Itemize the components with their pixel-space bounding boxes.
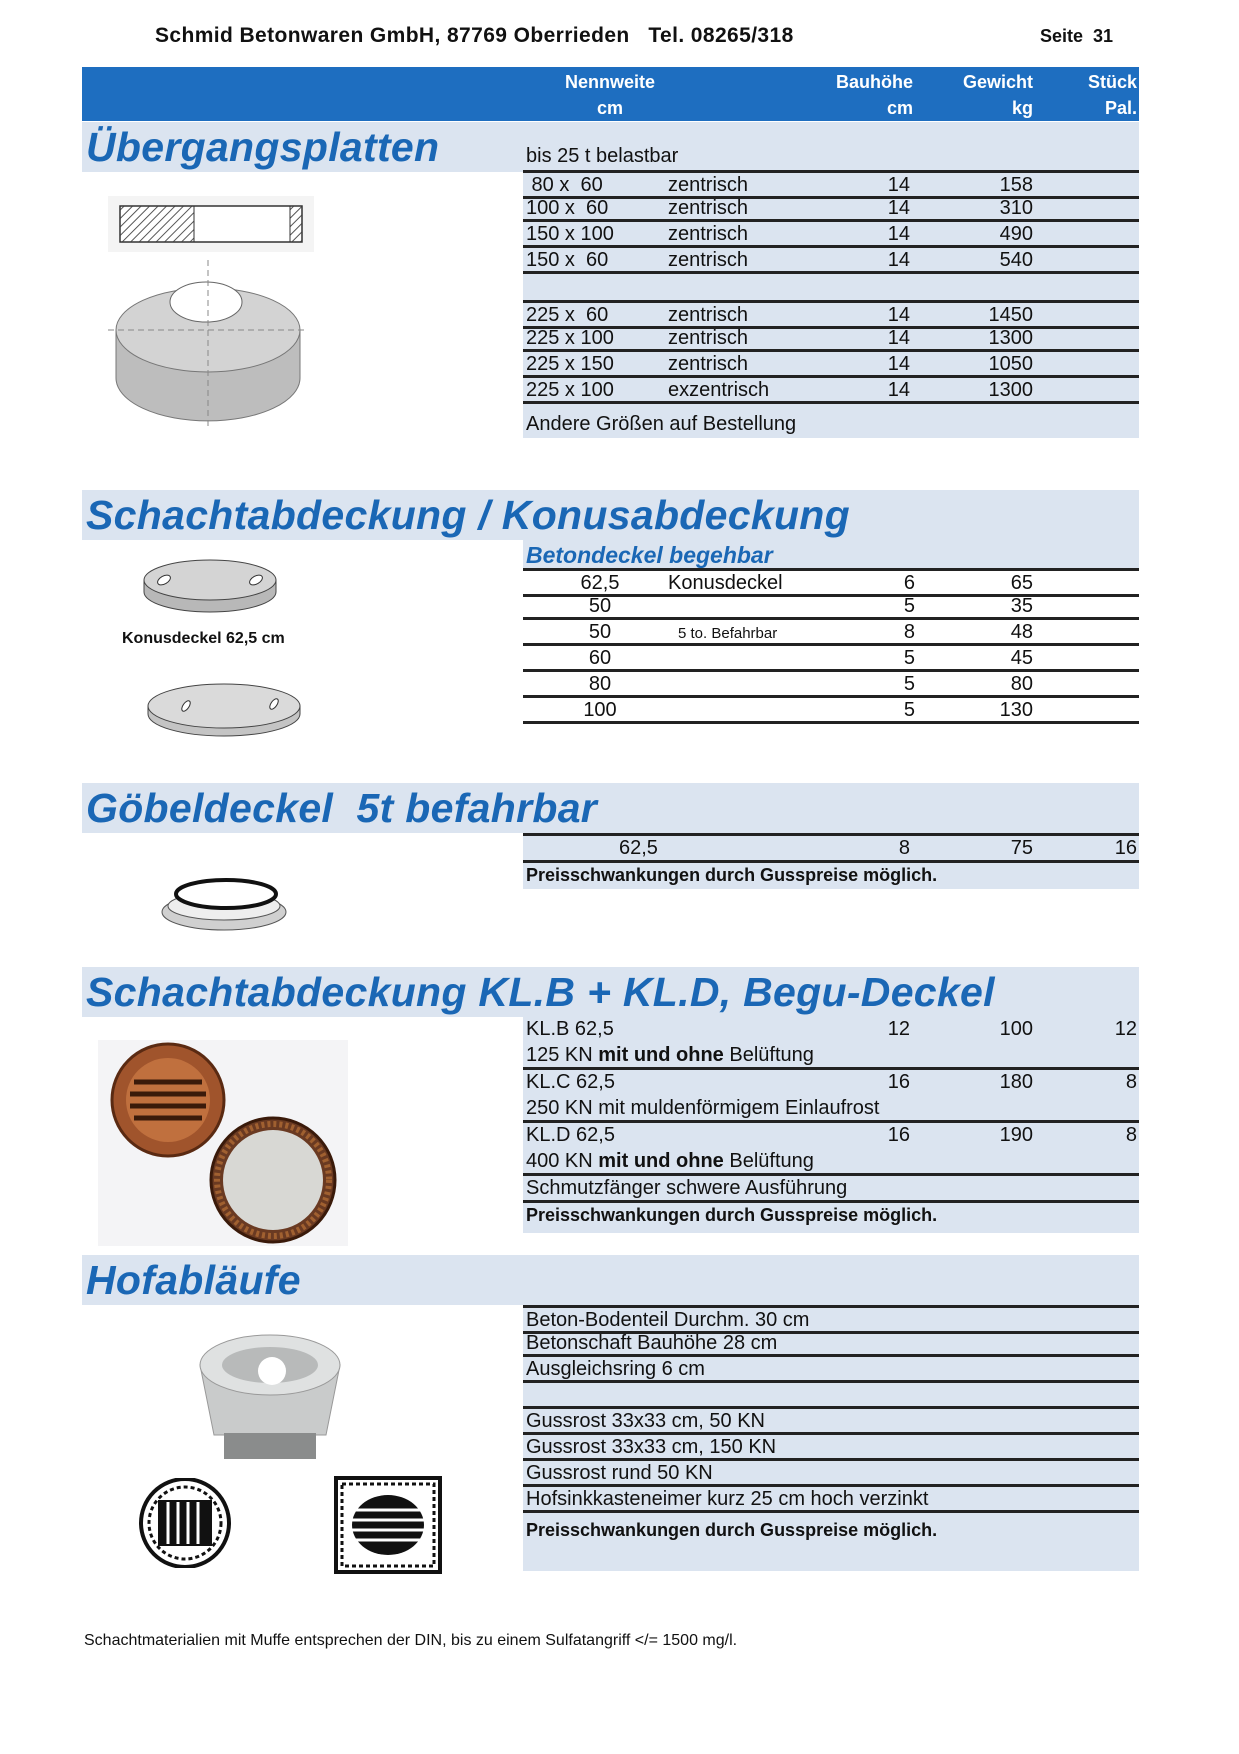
begu-row-c bbox=[523, 1070, 1139, 1094]
begu-schmutz bbox=[523, 1176, 1139, 1203]
col-nennweite-label: Nennweite bbox=[564, 72, 656, 92]
col-gewicht bbox=[963, 69, 1033, 121]
col-nennweite bbox=[550, 69, 670, 121]
begu-c-name: KL.C 62,5 bbox=[526, 1071, 615, 1093]
row-height: 5 bbox=[903, 673, 915, 695]
item-text: Gussrost 33x33 cm, 50 KN bbox=[526, 1410, 765, 1432]
row-type: zentrisch bbox=[668, 174, 749, 196]
row-type: zentrisch bbox=[668, 304, 749, 326]
table-row bbox=[523, 568, 1139, 597]
list-item bbox=[523, 1487, 1139, 1513]
table-row bbox=[523, 222, 1139, 248]
col-stueck bbox=[1088, 69, 1137, 121]
item-text: Hofsinkkasteneimer kurz 25 cm hoch verzinkt bbox=[526, 1488, 929, 1510]
row-size: 80 bbox=[588, 673, 612, 695]
row-height: 5 bbox=[903, 699, 915, 721]
section-title: Schachtabdeckung KL.B + KL.D, Begu-Deckel bbox=[86, 969, 995, 1015]
row-size: 225 x 60 bbox=[526, 304, 609, 326]
col-bauhoehe-unit: cm bbox=[886, 98, 913, 118]
row-height: 14 bbox=[887, 327, 910, 349]
row-weight: 45 bbox=[1010, 647, 1033, 669]
col-bauhoehe bbox=[836, 69, 913, 121]
intro-row bbox=[523, 144, 1139, 170]
row-size: 150 x 100 bbox=[526, 223, 614, 245]
row-height: 14 bbox=[887, 249, 910, 271]
row-size: 150 x 60 bbox=[526, 249, 609, 271]
row-weight: 1300 bbox=[988, 379, 1033, 401]
company-header: Schmid Betonwaren GmbH, 87769 Oberrieden Tel. 08265/318 bbox=[155, 24, 794, 47]
uebergangsplatten-table bbox=[523, 122, 1139, 438]
item-text: Beton-Bodenteil Durchm. 30 cm bbox=[526, 1309, 810, 1331]
table-row bbox=[523, 378, 1139, 404]
list-item bbox=[523, 1435, 1139, 1461]
row-weight: 80 bbox=[1010, 673, 1033, 695]
begu-desc-d bbox=[523, 1149, 1139, 1176]
begu-b-height: 12 bbox=[887, 1018, 910, 1040]
list-item bbox=[523, 1357, 1139, 1383]
hof-table bbox=[523, 1305, 1139, 1571]
list-item bbox=[523, 1409, 1139, 1435]
begu-row-d bbox=[523, 1123, 1139, 1147]
item-text: Gussrost 33x33 cm, 150 KN bbox=[526, 1436, 777, 1458]
col-stueck-label: Stück bbox=[1087, 72, 1137, 92]
begu-c-pieces: 8 bbox=[1125, 1071, 1137, 1093]
row-size: 100 x 60 bbox=[526, 197, 609, 219]
column-header-bar bbox=[82, 67, 1139, 121]
row-weight: 1050 bbox=[988, 353, 1033, 375]
row-height: 8 bbox=[903, 621, 915, 643]
hofablauf-concrete-image bbox=[194, 1325, 346, 1465]
note-text: Andere Größen auf Bestellung bbox=[526, 413, 797, 435]
row-weight: 65 bbox=[1010, 572, 1033, 594]
row-weight: 1450 bbox=[988, 304, 1033, 326]
table-row bbox=[523, 170, 1139, 199]
row-size: 62,5 bbox=[580, 572, 620, 594]
row-weight: 158 bbox=[999, 174, 1033, 196]
desc-d-bold: mit und ohne bbox=[598, 1150, 724, 1172]
begu-d-pieces: 8 bbox=[1125, 1124, 1137, 1146]
hof-note-row bbox=[523, 1518, 1139, 1544]
table-row bbox=[523, 248, 1139, 274]
page-number: Seite 31 bbox=[1040, 26, 1114, 46]
list-item bbox=[523, 1305, 1139, 1334]
desc-b-pre: 125 KN bbox=[526, 1044, 599, 1066]
row-weight: 310 bbox=[999, 197, 1033, 219]
row-type: zentrisch bbox=[668, 197, 749, 219]
col-gewicht-label: Gewicht bbox=[962, 72, 1033, 92]
row-height: 5 bbox=[903, 647, 915, 669]
row-size: 80 x 60 bbox=[526, 174, 603, 196]
col-nennweite-unit: cm bbox=[596, 98, 623, 118]
row-height: 14 bbox=[887, 197, 910, 219]
row-height: 14 bbox=[887, 304, 910, 326]
hof-note: Preisschwankungen durch Gusspreise möglich. bbox=[526, 1520, 938, 1540]
row-weight: 130 bbox=[999, 699, 1033, 721]
schmutz-text: Schmutzfänger schwere Ausführung bbox=[526, 1177, 848, 1199]
section-schachtabdeckung bbox=[82, 490, 1139, 540]
table-row bbox=[523, 672, 1139, 698]
begu-note: Preisschwankungen durch Gusspreise möglich. bbox=[526, 1205, 938, 1225]
row-height: 14 bbox=[887, 353, 910, 375]
section-begu bbox=[82, 967, 1139, 1017]
gussrost-rund-image bbox=[134, 1478, 236, 1568]
schacht-table bbox=[523, 568, 1139, 736]
list-item bbox=[523, 1461, 1139, 1487]
row-type: zentrisch bbox=[668, 327, 749, 349]
begu-note-row bbox=[523, 1203, 1139, 1229]
note-row bbox=[523, 412, 1139, 438]
begu-b-pieces: 12 bbox=[1114, 1018, 1137, 1040]
konusdeckel-image bbox=[140, 556, 280, 618]
row-type: zentrisch bbox=[668, 353, 749, 375]
table-row bbox=[523, 620, 1139, 646]
begu-c-weight: 180 bbox=[999, 1071, 1033, 1093]
item-text: Betonschaft Bauhöhe 28 cm bbox=[526, 1332, 778, 1354]
table-row bbox=[523, 594, 1139, 620]
footer-note: Schachtmaterialien mit Muffe entsprechen der DIN, bis zu einem Sulfatangriff </= 1500 mg/l. bbox=[84, 1632, 738, 1649]
row-type: zentrisch bbox=[668, 223, 749, 245]
row-height: 14 bbox=[887, 223, 910, 245]
row-size: 50 bbox=[588, 595, 612, 617]
row-size: 100 bbox=[583, 699, 617, 721]
begu-b-weight: 100 bbox=[999, 1018, 1033, 1040]
goebel-note: Preisschwankungen durch Gusspreise möglich. bbox=[526, 865, 938, 885]
row-weight: 35 bbox=[1010, 595, 1033, 617]
goebel-table bbox=[523, 833, 1139, 889]
goebel-note-row bbox=[523, 863, 1139, 889]
gussrost-eckig-image bbox=[332, 1474, 444, 1576]
goebeldeckel-image bbox=[158, 872, 292, 936]
plate-3d-image bbox=[108, 260, 308, 430]
col-stueck-unit: Pal. bbox=[1104, 98, 1137, 118]
row-type: exzentrisch bbox=[668, 379, 770, 401]
goebel-row bbox=[523, 833, 1139, 863]
desc-d-pre: 400 KN bbox=[526, 1150, 599, 1172]
list-item bbox=[523, 1383, 1139, 1409]
row-weight: 490 bbox=[999, 223, 1033, 245]
section-uebergangsplatten bbox=[82, 122, 523, 172]
betondeckel-image bbox=[144, 680, 304, 738]
goebel-size: 62,5 bbox=[619, 837, 658, 859]
plate-section-drawing bbox=[108, 196, 314, 252]
begu-table bbox=[523, 1017, 1139, 1233]
section-hofablaeufe bbox=[82, 1255, 1139, 1305]
col-gewicht-unit: kg bbox=[1011, 98, 1033, 118]
table-row bbox=[523, 646, 1139, 672]
row-size: 60 bbox=[588, 647, 612, 669]
row-weight: 48 bbox=[1010, 621, 1033, 643]
row-height: 5 bbox=[903, 595, 915, 617]
row-height: 14 bbox=[887, 174, 910, 196]
table-row bbox=[523, 352, 1139, 378]
begu-c-height: 16 bbox=[887, 1071, 910, 1093]
section-title: Hofabläufe bbox=[86, 1257, 301, 1303]
table-row bbox=[523, 326, 1139, 352]
item-text: Ausgleichsring 6 cm bbox=[526, 1358, 705, 1380]
table-row bbox=[523, 196, 1139, 222]
goebel-height: 8 bbox=[898, 837, 910, 859]
desc-c: 250 KN mit muldenförmigem Einlaufrost bbox=[526, 1097, 880, 1119]
row-size: 225 x 150 bbox=[526, 353, 614, 375]
section-title: Göbeldeckel 5t befahrbar bbox=[86, 785, 598, 831]
list-item bbox=[523, 1331, 1139, 1357]
begu-desc-b bbox=[523, 1043, 1139, 1070]
row-weight: 540 bbox=[999, 249, 1033, 271]
row-size: 225 x 100 bbox=[526, 327, 614, 349]
col-bauhoehe-label: Bauhöhe bbox=[835, 72, 913, 92]
table-row bbox=[523, 300, 1139, 329]
schacht-subtitle-panel bbox=[523, 540, 1139, 568]
section-title: Übergangsplatten bbox=[86, 124, 440, 170]
konusdeckel-caption: Konusdeckel 62,5 cm bbox=[122, 630, 285, 647]
row-size: 50 bbox=[588, 621, 612, 643]
row-weight: 1300 bbox=[988, 327, 1033, 349]
begu-b-name: KL.B 62,5 bbox=[526, 1018, 614, 1040]
section-title: Schachtabdeckung / Konusabdeckung bbox=[86, 492, 850, 538]
row-height: 6 bbox=[903, 572, 915, 594]
desc-b-bold: mit und ohne bbox=[598, 1044, 724, 1066]
subtitle: Betondeckel begehbar bbox=[526, 542, 773, 568]
begu-d-name: KL.D 62,5 bbox=[526, 1124, 615, 1146]
goebel-pieces: 16 bbox=[1114, 837, 1137, 859]
begu-deckel-image bbox=[98, 1040, 348, 1246]
row-size: 225 x 100 bbox=[526, 379, 614, 401]
row-type: zentrisch bbox=[668, 249, 749, 271]
intro-text: bis 25 t belastbar bbox=[526, 145, 679, 167]
row-height: 14 bbox=[887, 379, 910, 401]
begu-d-height: 16 bbox=[887, 1124, 910, 1146]
begu-row-b bbox=[523, 1017, 1139, 1041]
begu-desc-c bbox=[523, 1096, 1139, 1123]
begu-d-weight: 190 bbox=[999, 1124, 1033, 1146]
row-type: 5 to. Befahrbar bbox=[678, 625, 778, 642]
goebel-weight: 75 bbox=[1010, 837, 1033, 859]
desc-b-post: Belüftung bbox=[723, 1044, 814, 1066]
desc-d-post: Belüftung bbox=[723, 1150, 814, 1172]
table-row bbox=[523, 698, 1139, 724]
item-text: Gussrost rund 50 KN bbox=[526, 1462, 713, 1484]
row-type: Konusdeckel bbox=[668, 572, 783, 594]
section-goebeldeckel bbox=[82, 783, 1139, 833]
